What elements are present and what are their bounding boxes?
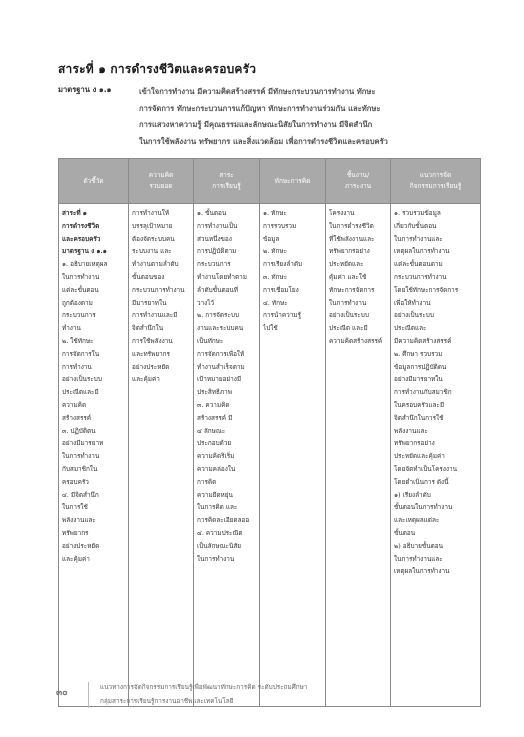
header-activities	[391, 159, 481, 204]
cell-line: การคิดละเอียดลออ	[197, 516, 250, 525]
cell-line: ๓. ความคิด	[197, 400, 230, 409]
header-text: การเรียนรู้	[212, 182, 241, 190]
cell-line: และเหตุผลแต่ละ	[394, 516, 440, 525]
cell-line: การจัดการใน	[62, 349, 100, 358]
curriculum-table	[58, 158, 481, 707]
standard-line: เข้าใจการทำงาน มีความคิดสร้างสรรค์ มีทักษะกระบวนการทำงาน ทักษะ	[139, 87, 376, 96]
cell-concept	[129, 204, 194, 707]
cell-line: ประหยัดและ	[329, 260, 364, 269]
cell-tasks	[326, 204, 391, 707]
cell-line: การคิด	[197, 477, 217, 486]
cell-line: ในการทำงาน	[329, 298, 367, 307]
cell-line: ประณีต และมี	[329, 324, 368, 333]
cell-line: ความคิดริเริ่ม	[197, 452, 235, 461]
cell-line: เพื่อให้ทำงาน	[394, 298, 431, 307]
cell-line: ๑) เรียงลำดับ	[394, 490, 431, 499]
cell-line: ทรัพยากรอย่าง	[329, 247, 370, 256]
cell-line: บรรลุเป้าหมาย	[132, 221, 173, 230]
cell-line: การทำงาน	[62, 362, 92, 371]
cell-line: ไปใช้	[263, 324, 278, 333]
cell-line: เหตุผลในการทำงาน	[394, 567, 450, 576]
cell-line: ๓. ปฏิบัติตน	[62, 426, 96, 435]
header-text: แนวการจัด	[419, 171, 452, 179]
cell-line: ทำงานโดยทำตาม	[197, 272, 247, 281]
header-text: สาระ	[219, 171, 234, 179]
cell-line: แต่ละขั้นตอนตาม	[394, 260, 443, 269]
cell-line: อย่างประหยัด	[132, 362, 170, 371]
cell-line: ๔. ความประณีต	[197, 528, 243, 537]
cell-line: โดยใช้ทักษะการจัดการ	[394, 285, 459, 294]
cell-line: กระบวนการทำงาน	[132, 285, 185, 294]
cell-learning-content	[194, 204, 260, 707]
cell-line: ในการดำรงชีวิต	[329, 221, 374, 230]
standard-line: ในการใช้พลังงาน ทรัพยากร และสิ่งแวดล้อม เพื่อการดำรงชีวิตและครอบครัว	[139, 136, 388, 146]
standard-description	[139, 84, 477, 150]
cell-line: ในการทำงาน	[62, 452, 100, 461]
cell-line: ๒. ทักษะ	[263, 247, 288, 256]
standard-code: มาตรฐาน ง ๑.๑	[58, 85, 112, 94]
header-tasks	[326, 159, 391, 204]
cell-line: ในการทำงานและ	[394, 554, 443, 563]
cell-line: การทำงานกับสมาชิก	[394, 388, 452, 397]
cell-line: มีมารยาทใน	[132, 298, 167, 307]
cell-line: ในการใช้	[62, 503, 88, 512]
cell-line: ๑. ทักษะ	[263, 209, 287, 217]
cell-line: ส่วนหนึ่งของ	[197, 234, 232, 243]
cell-line: ทำงานสำเร็จตาม	[197, 362, 245, 371]
cell-line: แต่ละขั้นตอน	[62, 285, 99, 294]
cell-line: วางไว้	[197, 298, 215, 307]
cell-line: ๔. มีจิตสำนึก	[62, 490, 99, 499]
cell-line: การทำงานเป็น	[197, 221, 238, 230]
footer-book-title: แนวทางการจัดกิจกรรมการเรียนรู้เพื่อพัฒนาทักษะการคิด ระดับประถมศึกษา	[100, 683, 308, 691]
header-thinking-skills	[260, 159, 326, 204]
header-text: ความคิด	[148, 171, 174, 179]
cell-line: พลังงานและ	[62, 516, 96, 525]
cell-line: ๑. ขั้นตอน	[197, 209, 227, 217]
header-text: ภาระงาน	[344, 182, 372, 190]
header-text: รวบยอด	[149, 182, 173, 190]
cell-line: กระบวนการทำงาน	[394, 272, 447, 281]
cell-line: อย่างเป็นระบบ	[394, 311, 434, 320]
footer-divider	[88, 682, 89, 708]
table-row	[59, 204, 481, 707]
header-text: ตัวชี้วัด	[83, 176, 104, 185]
cell-line: อย่างเป็นระบบ	[62, 375, 102, 384]
cell-line: ข้อมูลการปฏิบัติตน	[394, 362, 447, 371]
cell-line: ครอบครัว	[62, 477, 89, 486]
cell-line: คุ้มค่า และใช้	[329, 272, 367, 281]
cell-line: ๒. การจัดระบบ	[197, 311, 240, 320]
cell-line: ความคล่องใน	[197, 464, 236, 473]
cell-line: ทำงาน	[62, 324, 81, 333]
cell-line: ความยืดหยุ่น	[197, 490, 233, 499]
cell-line: ประณีตและมี	[62, 388, 99, 397]
cell-line: และครอบครัว	[62, 234, 101, 243]
standard-line: การแสวงหาความรู้ มีคุณธรรมและลักษณะนิสัยในการทำงาน มีจิตสำนึก	[139, 120, 373, 129]
cell-line: ขั้นตอนในการทำงาน	[394, 503, 453, 512]
cell-line: การเชื่อมโยง	[263, 285, 299, 294]
cell-line: ทำงานตามลำดับ	[132, 260, 179, 269]
cell-line: กระบวนการ	[62, 311, 96, 320]
cell-line: อย่างมีมารยาทใน	[394, 375, 443, 384]
cell-line: การทำงานให้	[132, 209, 170, 217]
standard-line: การจัดการ ทักษะกระบวนการแก้ปัญหา ทักษะการทำงานร่วมกัน และทักษะ	[139, 103, 381, 113]
cell-line: สาระที่ ๑	[62, 209, 87, 217]
cell-line: ในการทำงาน	[62, 272, 100, 281]
cell-line: และคุ้มค่า	[132, 375, 160, 384]
section-heading: สาระที่ ๑ การดำรงชีวิตและครอบครัว	[58, 62, 257, 76]
cell-line: ๔. ทักษะ	[263, 298, 288, 307]
cell-line: ต้องจัดระบบคน	[132, 234, 175, 243]
cell-line: ๒) อธิบายขั้นตอน	[394, 541, 443, 550]
cell-line: ในการคิด และ	[197, 503, 238, 512]
cell-line: เกี่ยวกับขั้นตอน	[394, 221, 437, 230]
header-concept	[129, 159, 194, 204]
cell-line: งานและระบบคน	[197, 324, 244, 333]
cell-line: กระบวนการ	[197, 260, 231, 269]
cell-line: ๒. ศึกษา รวบรวม	[394, 349, 443, 358]
cell-line: อย่างประหยัด	[62, 541, 100, 550]
cell-line: ขั้นตอน	[394, 528, 416, 537]
cell-line: ๔ ลักษณะ	[197, 426, 226, 435]
cell-line: ถูกต้องตาม	[62, 298, 93, 307]
cell-activities	[391, 204, 481, 707]
cell-line: ทรัพยากรอย่าง	[394, 439, 435, 448]
cell-line: อย่างเป็นระบบ	[329, 311, 369, 320]
cell-line: เป้าหมายอย่างมี	[197, 375, 242, 384]
cell-line: ข้อมูล	[263, 234, 280, 243]
cell-line: โดยดำเนินการ ดังนี้	[394, 477, 449, 486]
cell-line: เป็นทักษะ	[197, 336, 224, 345]
cell-line: การรวบรวม	[263, 221, 297, 230]
cell-line: ขั้นตอนของ	[132, 272, 165, 281]
cell-line: จิตสำนึกใน	[132, 324, 164, 333]
cell-line: เหตุผลในการทำงาน	[394, 247, 450, 256]
cell-line: ๑. รวบรวมข้อมูล	[394, 209, 441, 217]
cell-line: การทำงานและมี	[132, 311, 178, 320]
cell-line: ในการทำงาน	[197, 554, 235, 563]
cell-line: การนำความรู้	[263, 311, 301, 320]
cell-line: ทักษะการจัดการ	[329, 285, 375, 294]
cell-line: การใช้พลังงาน	[132, 336, 173, 345]
cell-line: ๑. อธิบายเหตุผล	[62, 260, 108, 269]
cell-line: โดยจัดทำเป็นโครงงาน	[394, 464, 457, 473]
header-text: ชิ้นงาน/	[346, 171, 370, 179]
cell-line: ประกอบด้วย	[197, 439, 232, 448]
cell-line: การดำรงชีวิต	[62, 221, 100, 230]
cell-line: ประหยัดและคุ้มค่า	[394, 452, 445, 461]
header-text: กิจกรรมการเรียนรู้	[409, 182, 462, 190]
cell-line: ๓. ทักษะ	[263, 272, 288, 281]
cell-line: และคุ้มค่า	[62, 554, 90, 563]
header-text: ทักษะการคิด	[274, 176, 311, 185]
cell-line: สร้างสรรค์ มี	[197, 413, 233, 422]
page-number: ๓๐	[56, 688, 68, 698]
cell-indicators	[59, 204, 129, 707]
cell-line: การเรียงลำดับ	[263, 260, 303, 269]
header-indicators	[59, 159, 129, 204]
cell-line: มาตรฐาน ง ๑.๑	[62, 247, 107, 256]
cell-thinking-skills	[260, 204, 326, 707]
cell-line: การปฏิบัติตาม	[197, 247, 237, 256]
cell-line: ระบบงาน และ	[132, 247, 172, 256]
cell-line: เป็นลักษณะนิสัย	[197, 541, 241, 550]
header-learning-content	[194, 159, 260, 204]
cell-line: ประณีตและ	[394, 324, 427, 333]
cell-line: และทรัพยากร	[132, 349, 170, 358]
cell-line: ความคิด	[62, 400, 87, 409]
cell-line: จิตสำนึกในการใช้	[394, 413, 444, 422]
cell-line: ๒. ใช้ทักษะ	[62, 336, 94, 345]
cell-line: ประสิทธิภาพ	[197, 388, 232, 397]
cell-line: อย่างมีมารยาท	[62, 439, 104, 448]
cell-line: ทรัพยากร	[62, 528, 89, 537]
cell-line: พลังงานและ	[394, 426, 428, 435]
cell-line: ในครอบครัวและมี	[394, 400, 445, 409]
cell-line: มีความคิดสร้างสรรค์	[394, 336, 452, 345]
footer-subject-group: กลุ่มสาระการเรียนรู้การงานอาชีพและเทคโนโลยี	[100, 697, 234, 705]
cell-line: สร้างสรรค์	[62, 413, 92, 422]
cell-line: การจัดการเพื่อให้	[197, 349, 245, 358]
cell-line: ในการทำงานและ	[394, 234, 443, 243]
cell-line: โครงงาน	[329, 209, 355, 217]
cell-line: ลำดับขั้นตอนที่	[197, 285, 239, 294]
cell-line: ที่ใช้พลังงานและ	[329, 234, 375, 243]
cell-line: ความคิดสร้างสรรค์	[329, 336, 383, 345]
table-header-row	[59, 159, 481, 204]
cell-line: กับสมาชิกใน	[62, 464, 98, 473]
